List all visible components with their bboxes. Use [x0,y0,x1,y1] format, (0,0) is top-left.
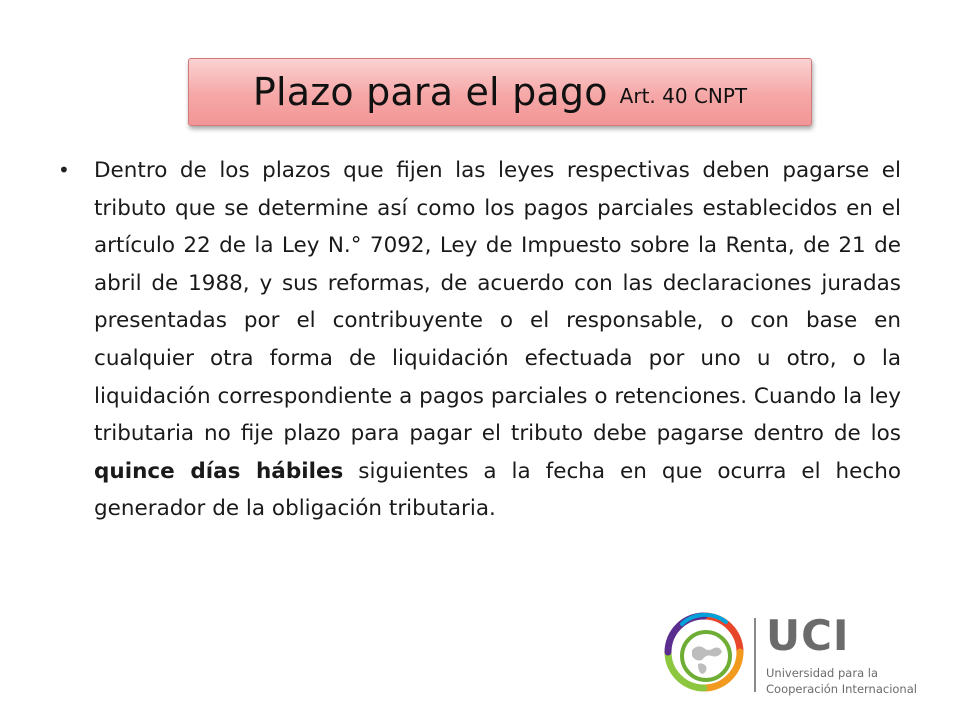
logo-acronym: UCI [766,611,850,660]
logo-text-line1: Universidad para la [766,666,879,680]
logo-divider [754,618,756,692]
bullet-icon: • [58,158,70,182]
globe-swirl-icon [662,610,746,694]
body-text-bold: quince días hábiles [94,458,344,484]
title-article-reference: Art. 40 CNPT [619,84,748,108]
logo-text-line2: Cooperación Internacional [766,682,917,696]
uci-logo [662,610,922,700]
bullet-text [94,152,901,528]
body-text-start: Dentro de los plazos que fijen las leyes respectivas deben pagarse el tributo que se determine así como los pagos parciales establecidos en el artículo 22 de la Ley N.° 7092, Ley de Impuesto sobre la Renta, de 21 de abril de 1988, y sus reformas, de acuerdo con las declaraciones juradas presentadas por el contribuyente o el responsable, o con base en cualquier otra forma de liquidación efectuada por uno u otro, o la liquidación correspondiente a pagos parciales o retenciones. Cuando la ley tributaria no fije plazo para pagar el tributo debe pagarse dentro de los [94,158,901,447]
body-text-end: siguientes a la fecha en que ocurra el hecho generador de la obligación tributaria. [94,458,901,522]
title-box [188,58,812,126]
slide-title: Plazo para el pago [252,70,608,114]
